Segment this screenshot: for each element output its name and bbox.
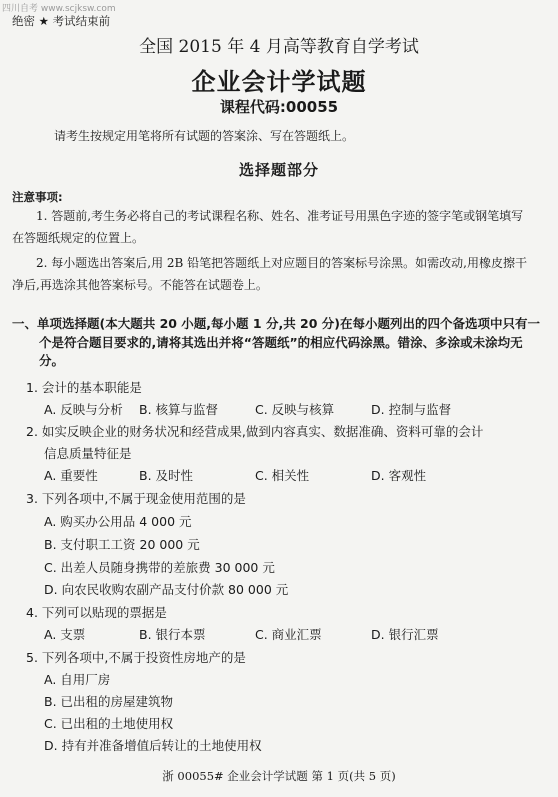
option-d: D. 控制与监督 [371, 402, 452, 417]
question-3-option-d: D. 向农民收购农副产品支付价款 80 000 元 [44, 582, 289, 597]
subject-title: 企业会计学试题 [191, 68, 367, 96]
question-2-stem: 2. 如实反映企业的财务状况和经营成果,做到内容真实、数据准确、资料可靠的会计 [26, 424, 484, 439]
question-3-option-b: B. 支付职工工资 20 000 元 [44, 537, 200, 552]
question-5-option-c: C. 已出租的土地使用权 [44, 716, 174, 731]
question-5-option-d: D. 持有并准备增值后转让的土地使用权 [44, 738, 262, 753]
answer-instruction: 请考生按规定用笔将所有试题的答案涂、写在答题纸上。 [54, 129, 355, 143]
watermark: 四川自考 www.scjksw.com [2, 4, 116, 14]
question-5-option-b: B. 已出租的房屋建筑物 [44, 694, 174, 709]
part1-heading: 一、单项选择题(本大题共 20 小题,每小题 1 分,共 20 分)在每小题列出的四个备选项中只有一个是符合题目要求的,请将其选出并将“答题纸”的相应代码涂黑。错涂、多涂或未涂均无分。 [12, 316, 541, 368]
question-2-options [44, 466, 504, 484]
course-code: 课程代码:00055 [219, 98, 339, 116]
option-b: B. 银行本票 [139, 627, 206, 642]
question-4-options [44, 625, 504, 643]
option-d: D. 客观性 [371, 468, 427, 483]
question-4-stem: 4. 下列可以贴现的票据是 [26, 605, 167, 620]
option-a: A. 反映与分析 [44, 402, 123, 417]
page-footer: 浙 00055# 企业会计学试题 第 1 页(共 5 页) [162, 769, 396, 783]
question-2-stem-cont: 信息质量特征是 [44, 446, 132, 461]
option-c: C. 相关性 [255, 468, 310, 483]
question-5-stem: 5. 下列各项中,不属于投资性房地产的是 [26, 650, 246, 665]
option-a: A. 重要性 [44, 468, 98, 483]
option-c: C. 商业汇票 [255, 627, 322, 642]
question-3-option-a: A. 购买办公用品 4 000 元 [44, 514, 192, 529]
option-c: C. 反映与核算 [255, 402, 335, 417]
question-3-option-c: C. 出差人员随身携带的差旅费 30 000 元 [44, 560, 275, 575]
question-5-option-a: A. 自用厂房 [44, 672, 111, 687]
option-d: D. 银行汇票 [371, 627, 439, 642]
question-3-stem: 3. 下列各项中,不属于现金使用范围的是 [26, 491, 246, 506]
notes-title: 注意事项: [12, 190, 63, 204]
exam-title: 全国 2015 年 4 月高等教育自学考试 [139, 37, 419, 57]
section-title: 选择题部分 [238, 161, 319, 179]
option-a: A. 支票 [44, 627, 86, 642]
option-b: B. 及时性 [139, 468, 194, 483]
question-1-options [44, 400, 504, 418]
question-1-stem: 1. 会计的基本职能是 [26, 380, 142, 395]
note-item-2: 2. 每小题选出答案后,用 2B 铅笔把答题纸上对应题目的答案标号涂黑。如需改动,用橡皮擦干净后,再选涂其他答案标号。不能答在试题卷上。 [12, 256, 527, 292]
note-item-1: 1. 答题前,考生务必将自己的考试课程名称、姓名、准考证号用黑色字迹的签字笔或钢笔填写在答题纸规定的位置上。 [12, 209, 524, 245]
confidential-label: 绝密 ★ 考试结束前 [12, 14, 111, 28]
option-b: B. 核算与监督 [139, 402, 219, 417]
